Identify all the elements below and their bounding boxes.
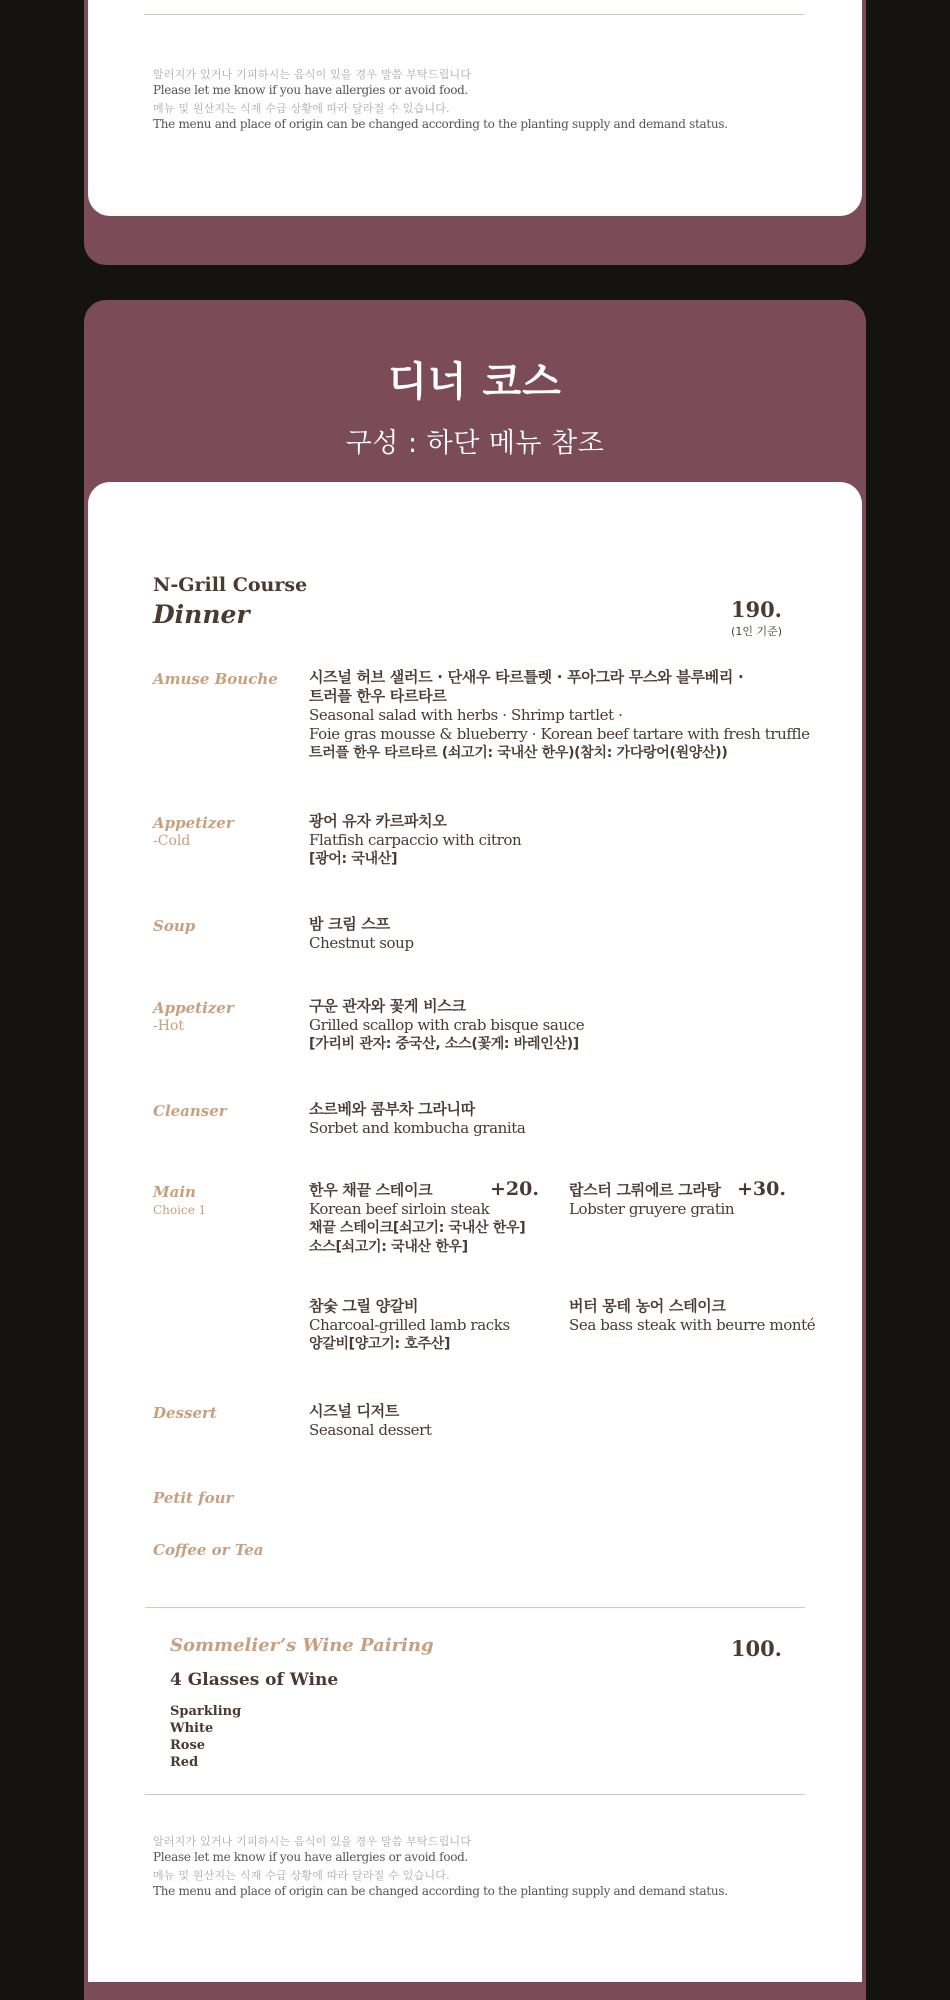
item-ko: 참숯 그릴 양갈비 — [309, 1297, 419, 1315]
item-origin: 트러플 한우 타르타르 (쇠고기: 국내산 한우)(참치: 가다랑어(원양산)) — [309, 745, 728, 761]
item-origin: 양갈비[양고기: 호주산] — [309, 1336, 451, 1352]
price-note: (1인 기준) — [731, 625, 782, 638]
section-appetizer-cold: Appetizer — [153, 814, 234, 832]
card-title: 디너 코스 — [388, 359, 562, 405]
item-en: Sorbet and kombucha granita — [309, 1119, 526, 1137]
item-en: Flatfish carpaccio with citron — [309, 831, 522, 849]
item-en: Charcoal-grilled lamb racks — [309, 1316, 510, 1334]
course-label: N-Grill Course — [153, 574, 308, 596]
surcharge: +20. — [490, 1178, 539, 1200]
surcharge: +30. — [737, 1178, 786, 1200]
notice-ko: 메뉴 및 원산지는 식재 수급 상황에 따라 달라질 수 있습니다. — [153, 102, 450, 115]
notice-ko: 알러지가 있거나 기피하시는 음식이 있을 경우 말씀 부탁드립니다 — [153, 1835, 472, 1848]
divider — [145, 1794, 805, 1795]
item-en: Korean beef sirloin steak — [309, 1200, 490, 1218]
menu-item-main-lamb — [309, 1297, 510, 1354]
section-petit-four: Petit four — [153, 1489, 234, 1507]
notice-ko: 알러지가 있거나 기피하시는 음식이 있을 경우 말씀 부탁드립니다 — [153, 68, 472, 81]
item-ko: 버터 몽테 농어 스테이크 — [569, 1297, 726, 1315]
item-ko: 밤 크림 스프 — [309, 915, 390, 933]
menu-item-appetizer-hot — [309, 997, 584, 1054]
notice-ko: 메뉴 및 원산지는 식재 수급 상황에 따라 달라질 수 있습니다. — [153, 1869, 450, 1882]
section-sub: Choice 1 — [153, 1203, 207, 1217]
menu-item-main-seabass — [569, 1297, 815, 1335]
item-en: Grilled scallop with crab bisque sauce — [309, 1016, 585, 1034]
item-ko: 구운 관자와 꽃게 비스크 — [309, 997, 466, 1015]
section-soup: Soup — [153, 917, 196, 935]
menu-item-dessert — [309, 1402, 432, 1440]
item-en: Seasonal salad with herbs · Shrimp tartlet · — [309, 706, 623, 724]
divider — [145, 1607, 805, 1608]
allergy-notice-bottom — [153, 1835, 728, 1899]
section-sub: -Hot — [153, 1018, 184, 1034]
notice-en: Please let me know if you have allergies or avoid food. — [153, 83, 469, 97]
wine-list — [170, 1703, 241, 1771]
notice-en: Please let me know if you have allergies or avoid food. — [153, 1850, 469, 1864]
wine-item: Rose — [170, 1738, 206, 1753]
menu-item-cleanser — [309, 1100, 525, 1138]
item-en: Chestnut soup — [309, 934, 414, 952]
item-ko: 랍스터 그뤼에르 그라탕 — [569, 1181, 721, 1199]
notice-en: The menu and place of origin can be changed according to the planting supply and demand status. — [153, 117, 728, 131]
item-ko: 소르베와 콤부차 그라니따 — [309, 1100, 475, 1118]
item-en: Lobster gruyere gratin — [569, 1200, 735, 1218]
card-subtitle: 구성 : 하단 메뉴 참조 — [345, 428, 605, 459]
section-main: Main — [153, 1183, 196, 1201]
allergy-notice-top — [153, 68, 728, 132]
section-dessert: Dessert — [153, 1404, 217, 1422]
item-origin: 소스[쇠고기: 국내산 한우] — [309, 1239, 468, 1255]
item-origin: 채끝 스테이크[쇠고기: 국내산 한우] — [309, 1220, 526, 1236]
item-en: Seasonal dessert — [309, 1421, 432, 1439]
wine-item: White — [170, 1721, 214, 1736]
menu-item-amuse — [309, 668, 810, 763]
item-origin: [광어: 국내산] — [309, 851, 398, 867]
item-ko: 트러플 한우 타르타르 — [309, 687, 447, 705]
section-appetizer-hot: Appetizer — [153, 999, 234, 1017]
section-sub: -Cold — [153, 833, 191, 849]
wine-glasses: 4 Glasses of Wine — [170, 1670, 339, 1690]
wine-pairing-price: 100. — [730, 1636, 782, 1661]
divider — [144, 14, 804, 15]
course-price: 190. — [730, 597, 782, 622]
item-ko: 시즈널 디저트 — [309, 1402, 400, 1420]
item-en: Sea bass steak with beurre monté — [569, 1316, 816, 1334]
notice-en: The menu and place of origin can be changed according to the planting supply and demand status. — [153, 1884, 728, 1898]
menu-item-soup — [309, 915, 414, 953]
previous-menu-card — [84, 0, 866, 265]
item-ko: 광어 유자 카르파치오 — [309, 812, 447, 830]
menu-item-appetizer-cold — [309, 812, 521, 869]
section-amuse-bouche: Amuse Bouche — [153, 670, 278, 688]
course-name: Dinner — [153, 600, 250, 629]
section-coffee-or-tea: Coffee or Tea — [153, 1541, 264, 1559]
menu-item-main-lobster — [569, 1181, 734, 1219]
item-origin: [가리비 관자: 중국산, 소스(꽃게: 바레인산)] — [309, 1036, 579, 1052]
item-en: Foie gras mousse & blueberry · Korean beef tartare with fresh truffle — [309, 725, 810, 743]
item-ko: 한우 채끝 스테이크 — [309, 1181, 433, 1199]
wine-item: Red — [170, 1755, 199, 1770]
wine-item: Sparkling — [170, 1704, 242, 1719]
wine-pairing-label: Sommelier’s Wine Pairing — [170, 1635, 434, 1656]
item-ko: 시즈널 허브 샐러드 · 단새우 타르틀렛 · 푸아그라 무스와 블루베리 · — [309, 668, 744, 686]
section-cleanser: Cleanser — [153, 1102, 227, 1120]
